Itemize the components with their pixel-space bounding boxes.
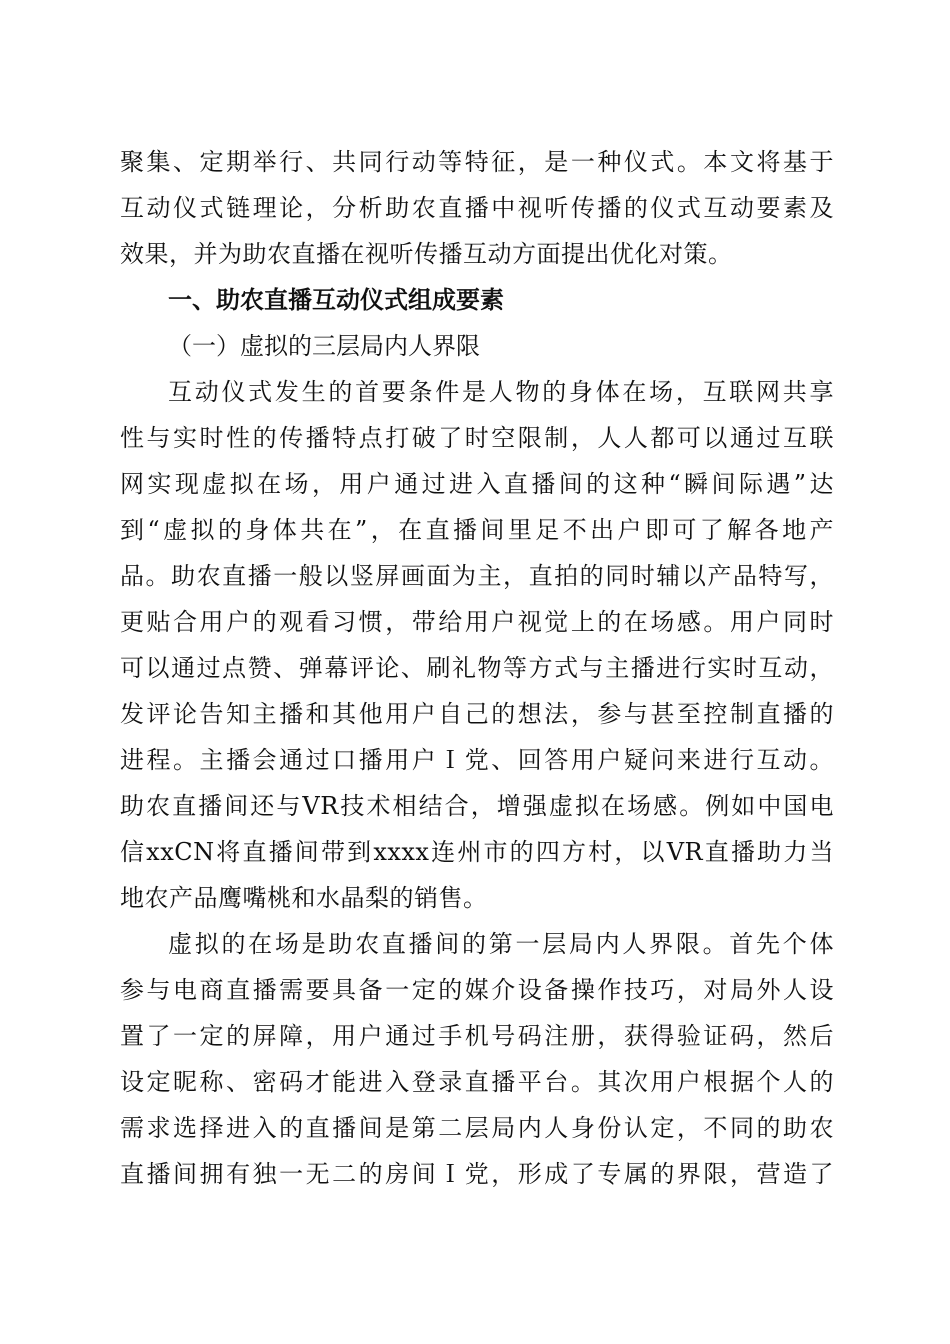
text-line: 助农直播间还与VR技术相结合，增强虚拟在场感。例如中国电 bbox=[120, 792, 834, 820]
text-line: 置了一定的屏障，用户通过手机号码注册，获得验证码，然后 bbox=[120, 1022, 834, 1050]
text-line: 设定昵称、密码才能进入登录直播平台。其次用户根据个人的 bbox=[120, 1068, 834, 1096]
text-line: 互动仪式链理论，分析助农直播中视听传播的仪式互动要素及 bbox=[120, 194, 834, 222]
text-line: 地农产品鹰嘴桃和水晶梨的销售。 bbox=[120, 884, 488, 912]
text-line: 效果，并为助农直播在视听传播互动方面提出优化对策。 bbox=[120, 240, 733, 268]
text-line: 互动仪式发生的首要条件是人物的身体在场，互联网共享 bbox=[168, 378, 834, 406]
text-line: 需求选择进入的直播间是第二层局内人身份认定，不同的助农 bbox=[120, 1114, 834, 1142]
text-line: 发评论告知主播和其他用户自己的想法，参与甚至控制直播的 bbox=[120, 700, 834, 728]
text-line: 到“虚拟的身体共在”，在直播间里足不出户即可了解各地产 bbox=[120, 516, 834, 544]
intro-paragraph bbox=[120, 139, 834, 277]
document-page bbox=[120, 139, 834, 1197]
paragraph-2 bbox=[120, 921, 834, 1197]
section-heading: 一、助农直播互动仪式组成要素 bbox=[168, 286, 504, 314]
text-line: 虚拟的在场是助农直播间的第一层局内人界限。首先个体 bbox=[168, 930, 834, 958]
paragraph-1 bbox=[120, 369, 834, 921]
text-line: 直播间拥有独一无二的房间Ｉ党，形成了专属的界限，营造了 bbox=[120, 1160, 834, 1188]
text-line: 参与电商直播需要具备一定的媒介设备操作技巧，对局外人设 bbox=[120, 976, 834, 1004]
text-line: 信xxCN将直播间带到xxxx连州市的四方村，以VR直播助力当 bbox=[120, 838, 834, 866]
text-line: 可以通过点赞、弹幕评论、刷礼物等方式与主播进行实时互动， bbox=[120, 654, 834, 682]
text-line: 进程。主播会通过口播用户Ｉ党、回答用户疑问来进行互动。 bbox=[120, 746, 834, 774]
text-line: 更贴合用户的观看习惯，带给用户视觉上的在场感。用户同时 bbox=[120, 608, 834, 636]
text-line: 聚集、定期举行、共同行动等特征，是一种仪式。本文将基于 bbox=[120, 148, 834, 176]
text-line: 品。助农直播一般以竖屏画面为主，直拍的同时辅以产品特写， bbox=[120, 562, 834, 590]
subsection-heading: （一）虚拟的三层局内人界限 bbox=[168, 332, 480, 360]
text-line: 性与实时性的传播特点打破了时空限制，人人都可以通过互联 bbox=[120, 424, 834, 452]
text-line: 网实现虚拟在场，用户通过进入直播间的这种“瞬间际遇”达 bbox=[120, 470, 834, 498]
